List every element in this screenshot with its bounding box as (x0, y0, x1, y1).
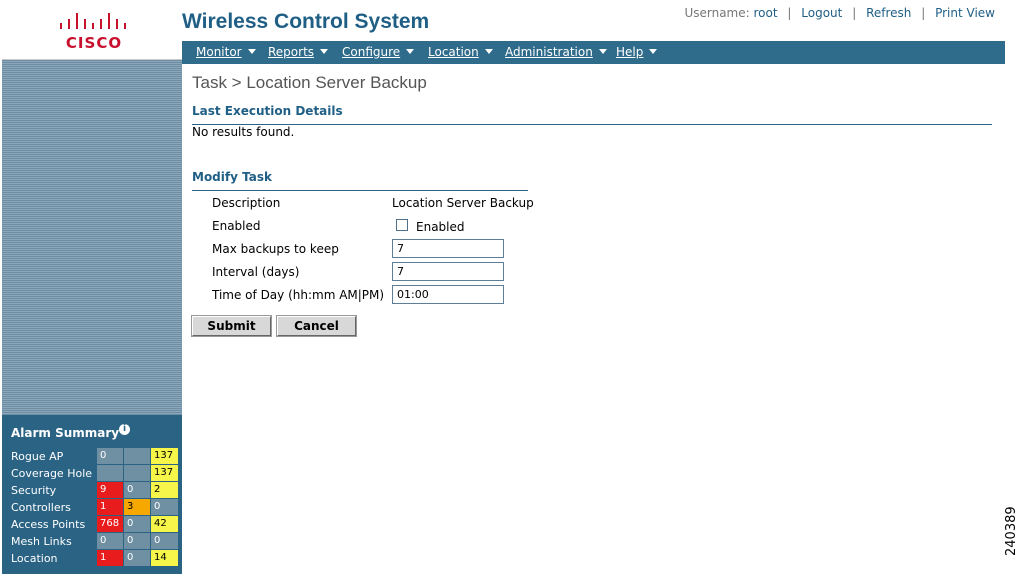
description-value: Location Server Backup (392, 196, 534, 210)
time-of-day-label: Time of Day (hh:mm AM|PM) (212, 288, 385, 302)
section-divider (192, 124, 992, 125)
utility-links (684, 6, 995, 20)
minor-count[interactable]: 2 (151, 482, 178, 498)
separator: | (921, 6, 926, 20)
dropdown-arrow-icon (248, 49, 256, 54)
minor-count[interactable]: 137 (151, 465, 178, 481)
refresh-link[interactable]: Refresh (866, 6, 912, 20)
alarm-row-name: Controllers (11, 501, 71, 514)
cancel-button[interactable]: Cancel (277, 316, 356, 336)
menu-label: Configure (342, 45, 401, 59)
enabled-label: Enabled (212, 219, 261, 233)
description-label: Description (212, 196, 281, 210)
dropdown-arrow-icon (485, 49, 493, 54)
interval-label: Interval (days) (212, 265, 300, 279)
max-backups-label: Max backups to keep (212, 242, 339, 256)
alarm-row-name: Rogue AP (11, 450, 64, 463)
last-execution-title: Last Execution Details (192, 104, 343, 118)
major-count[interactable]: 0 (124, 533, 150, 549)
major-count[interactable]: 3 (124, 499, 150, 515)
print-view-link[interactable]: Print View (935, 6, 995, 20)
menu-location[interactable] (428, 41, 493, 64)
alarm-row-name: Access Points (11, 518, 86, 531)
alarm-row-access-points[interactable] (11, 516, 181, 533)
interval-input[interactable] (392, 262, 504, 281)
minor-count[interactable]: 0 (151, 533, 178, 549)
section-divider (192, 190, 528, 191)
app-title: Wireless Control System (182, 10, 430, 33)
minor-count[interactable]: 14 (151, 550, 178, 566)
alarm-row-coverage-hole[interactable] (11, 465, 181, 482)
separator: | (787, 6, 792, 20)
alarm-row-location[interactable] (11, 550, 181, 567)
alarm-row-name: Coverage Hole (11, 467, 93, 480)
critical-count[interactable]: 1 (97, 550, 123, 566)
info-icon[interactable]: i (119, 424, 130, 435)
major-count[interactable] (124, 448, 150, 464)
time-of-day-input[interactable] (392, 285, 504, 304)
alarm-row-mesh-links[interactable] (11, 533, 181, 550)
cisco-bars-icon (59, 12, 129, 34)
minor-count[interactable]: 137 (151, 448, 178, 464)
major-count[interactable]: 0 (124, 516, 150, 532)
enabled-checkbox-label[interactable]: Enabled (416, 220, 465, 234)
alarm-row-name: Mesh Links (11, 535, 72, 548)
dropdown-arrow-icon (599, 49, 607, 54)
menu-label: Location (428, 45, 479, 59)
menu-label: Help (616, 45, 644, 59)
menu-label: Monitor (196, 45, 242, 59)
modify-task-title: Modify Task (192, 170, 272, 184)
figure-number-text: 240389 (1004, 506, 1019, 556)
alarm-row-name: Location (11, 552, 58, 565)
menu-configure[interactable] (342, 41, 414, 64)
critical-count[interactable]: 0 (97, 533, 123, 549)
menu-reports[interactable] (268, 41, 328, 64)
critical-count[interactable]: 1 (97, 499, 123, 515)
menu-label: Administration (505, 45, 593, 59)
critical-count[interactable]: 9 (97, 482, 123, 498)
sidebar-pattern (2, 60, 182, 415)
figure-number (1004, 506, 1024, 576)
username-label: Username: (684, 6, 750, 20)
alarm-row-controllers[interactable] (11, 499, 181, 516)
major-count[interactable]: 0 (124, 482, 150, 498)
menu-administration[interactable] (505, 41, 607, 64)
critical-count[interactable] (97, 465, 123, 481)
alarm-row-name: Security (11, 484, 57, 497)
submit-button[interactable]: Submit (192, 316, 271, 336)
menu-monitor[interactable] (196, 41, 256, 64)
menu-help[interactable] (616, 41, 657, 64)
alarm-summary-panel (2, 415, 182, 574)
logo-text: CISCO (65, 34, 123, 52)
no-results-text: No results found. (192, 125, 295, 139)
alarm-summary-title[interactable]: Alarm Summary (11, 426, 120, 440)
dropdown-arrow-icon (406, 49, 414, 54)
page-title-breadcrumb: Task > Location Server Backup (192, 73, 427, 92)
main-menu-bar (182, 41, 1005, 64)
dropdown-arrow-icon (320, 49, 328, 54)
alarm-row-security[interactable] (11, 482, 181, 499)
separator: | (852, 6, 857, 20)
minor-count[interactable]: 0 (151, 499, 178, 515)
critical-count[interactable]: 0 (97, 448, 123, 464)
username-value: root (753, 6, 778, 20)
menu-label: Reports (268, 45, 315, 59)
alarm-row-rogue-ap[interactable] (11, 448, 181, 465)
dropdown-arrow-icon (649, 49, 657, 54)
max-backups-input[interactable] (392, 239, 504, 258)
cisco-logo (2, 2, 182, 60)
critical-count[interactable]: 768 (97, 516, 123, 532)
major-count[interactable]: 0 (124, 550, 150, 566)
major-count[interactable] (124, 465, 150, 481)
enabled-checkbox[interactable] (396, 219, 408, 231)
logout-link[interactable]: Logout (801, 6, 843, 20)
minor-count[interactable]: 42 (151, 516, 178, 532)
